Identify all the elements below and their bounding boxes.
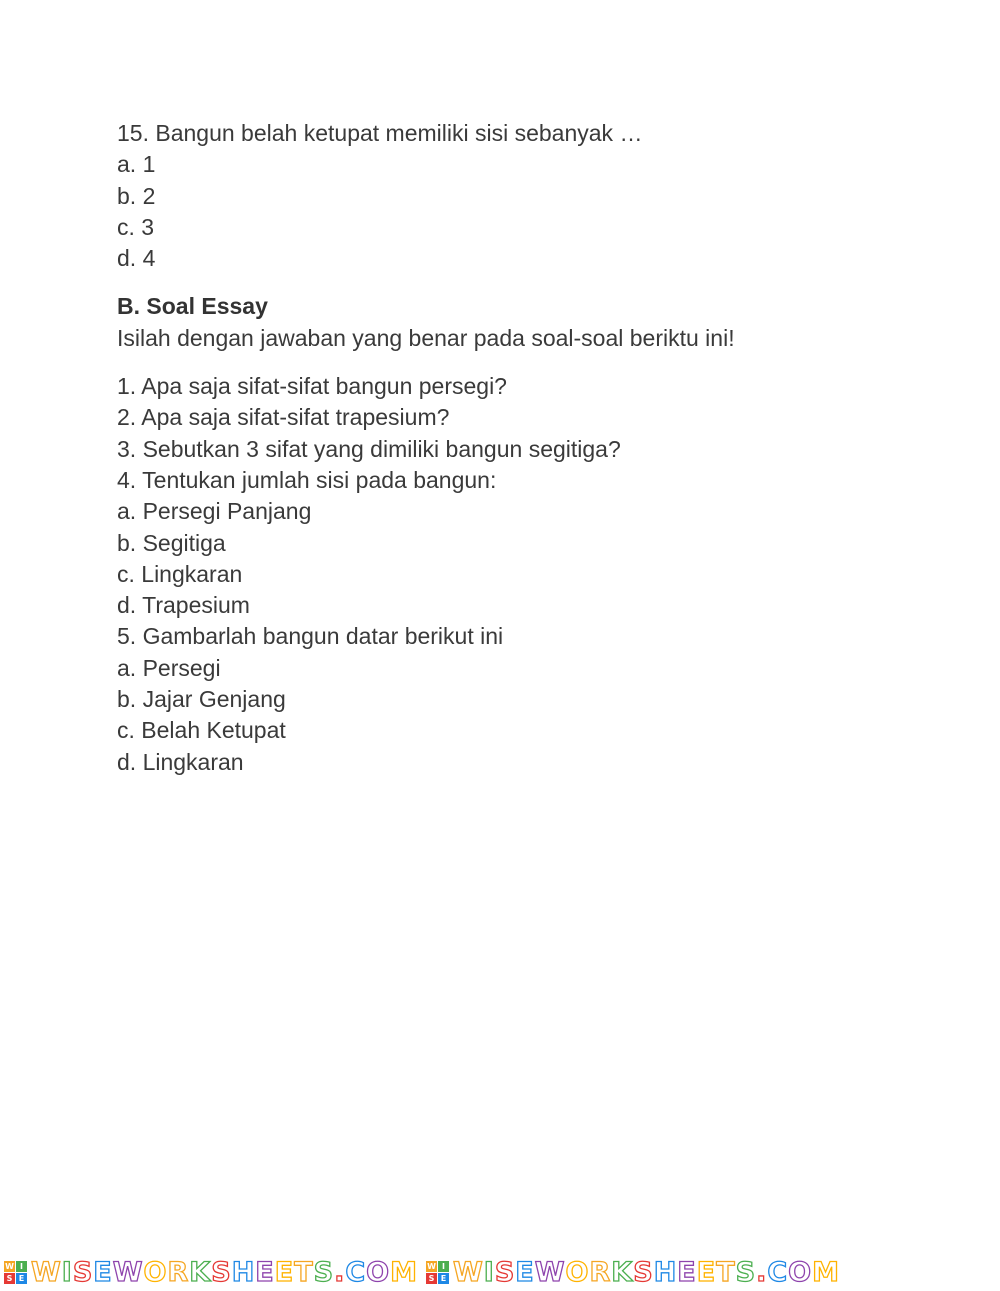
watermark-letter: E bbox=[255, 1256, 275, 1288]
watermark-brand bbox=[426, 1258, 840, 1288]
watermark-letter: W bbox=[534, 1256, 566, 1288]
essay-instruction: Isilah dengan jawaban yang benar pada soal-soal beriktu ini! bbox=[117, 324, 735, 351]
watermark-letter: E bbox=[696, 1256, 717, 1288]
essay-line: b. Segitiga bbox=[117, 529, 226, 556]
watermark-footer bbox=[0, 1254, 1000, 1291]
logo-letter: E bbox=[16, 1273, 27, 1284]
watermark-letter: H bbox=[231, 1256, 256, 1288]
essay-line: 1. Apa saja sifat-sifat bangun persegi? bbox=[117, 373, 507, 400]
essay-line: 2. Apa saja sifat-sifat trapesium? bbox=[117, 404, 450, 431]
question-15-option-a: a. 1 bbox=[117, 151, 156, 178]
watermark-letter: O bbox=[143, 1256, 168, 1288]
wiseworksheets-logo-icon bbox=[426, 1261, 449, 1284]
essay-line: a. Persegi bbox=[117, 654, 221, 681]
logo-letter: I bbox=[16, 1261, 27, 1272]
logo-letter: S bbox=[426, 1273, 437, 1284]
wiseworksheets-logo-icon bbox=[4, 1261, 27, 1284]
watermark-letter: W bbox=[112, 1256, 144, 1288]
watermark-letter: M bbox=[390, 1256, 418, 1288]
watermark-letter: E bbox=[274, 1256, 295, 1288]
worksheet-content bbox=[117, 118, 917, 778]
watermark-letter: S bbox=[735, 1256, 757, 1288]
watermark-letter: R bbox=[167, 1256, 190, 1288]
watermark-letter: E bbox=[515, 1256, 535, 1288]
essay-heading: B. Soal Essay bbox=[117, 293, 268, 320]
watermark-letter: O bbox=[788, 1256, 813, 1288]
watermark-letter: E bbox=[93, 1256, 113, 1288]
essay-line: 3. Sebutkan 3 sifat yang dimiliki bangun segitiga? bbox=[117, 435, 621, 462]
watermark-letter: . bbox=[756, 1256, 768, 1288]
essay-line: a. Persegi Panjang bbox=[117, 498, 312, 525]
watermark-letter: T bbox=[716, 1256, 736, 1288]
logo-letter: I bbox=[438, 1261, 449, 1272]
essay-line: 5. Gambarlah bangun datar berikut ini bbox=[117, 623, 504, 650]
watermark-letter: C bbox=[767, 1256, 789, 1288]
watermark-text bbox=[453, 1258, 840, 1288]
watermark-letter: S bbox=[313, 1256, 335, 1288]
watermark-letter: S bbox=[72, 1256, 94, 1288]
watermark-letter: M bbox=[812, 1256, 840, 1288]
watermark-letter: O bbox=[565, 1256, 590, 1288]
essay-line: c. Lingkaran bbox=[117, 560, 243, 587]
watermark-letter: O bbox=[366, 1256, 391, 1288]
watermark-letter: W bbox=[31, 1256, 62, 1288]
logo-letter: S bbox=[4, 1273, 15, 1284]
essay-line: c. Belah Ketupat bbox=[117, 717, 286, 744]
question-15-option-d: d. 4 bbox=[117, 245, 156, 272]
watermark-letter: C bbox=[345, 1256, 367, 1288]
question-15-stem: 15. Bangun belah ketupat memiliki sisi sebanyak … bbox=[117, 120, 643, 146]
watermark-letter: S bbox=[211, 1256, 232, 1288]
essay-line: 4. Tentukan jumlah sisi pada bangun: bbox=[117, 466, 497, 493]
question-15-option-b: b. 2 bbox=[117, 182, 156, 209]
watermark-letter: R bbox=[589, 1256, 612, 1288]
logo-letter: W bbox=[427, 1262, 436, 1271]
watermark-letter: H bbox=[653, 1256, 678, 1288]
watermark-letter: S bbox=[494, 1256, 516, 1288]
logo-letter: W bbox=[5, 1262, 14, 1271]
watermark-brand bbox=[4, 1258, 418, 1288]
watermark-letter: I bbox=[483, 1256, 495, 1288]
watermark-letter: I bbox=[61, 1256, 73, 1288]
watermark-letter: S bbox=[633, 1256, 654, 1288]
watermark-letter: W bbox=[453, 1256, 484, 1288]
watermark-text bbox=[31, 1258, 418, 1288]
watermark-letter: E bbox=[677, 1256, 697, 1288]
watermark-letter: K bbox=[189, 1256, 212, 1288]
essay-line: d. Trapesium bbox=[117, 592, 250, 619]
watermark-letter: K bbox=[611, 1256, 634, 1288]
question-15-option-c: c. 3 bbox=[117, 213, 155, 240]
essay-line: d. Lingkaran bbox=[117, 748, 244, 775]
essay-line: b. Jajar Genjang bbox=[117, 686, 286, 713]
logo-letter: E bbox=[438, 1273, 449, 1284]
watermark-letter: T bbox=[294, 1256, 314, 1288]
watermark-letter: . bbox=[334, 1256, 346, 1288]
